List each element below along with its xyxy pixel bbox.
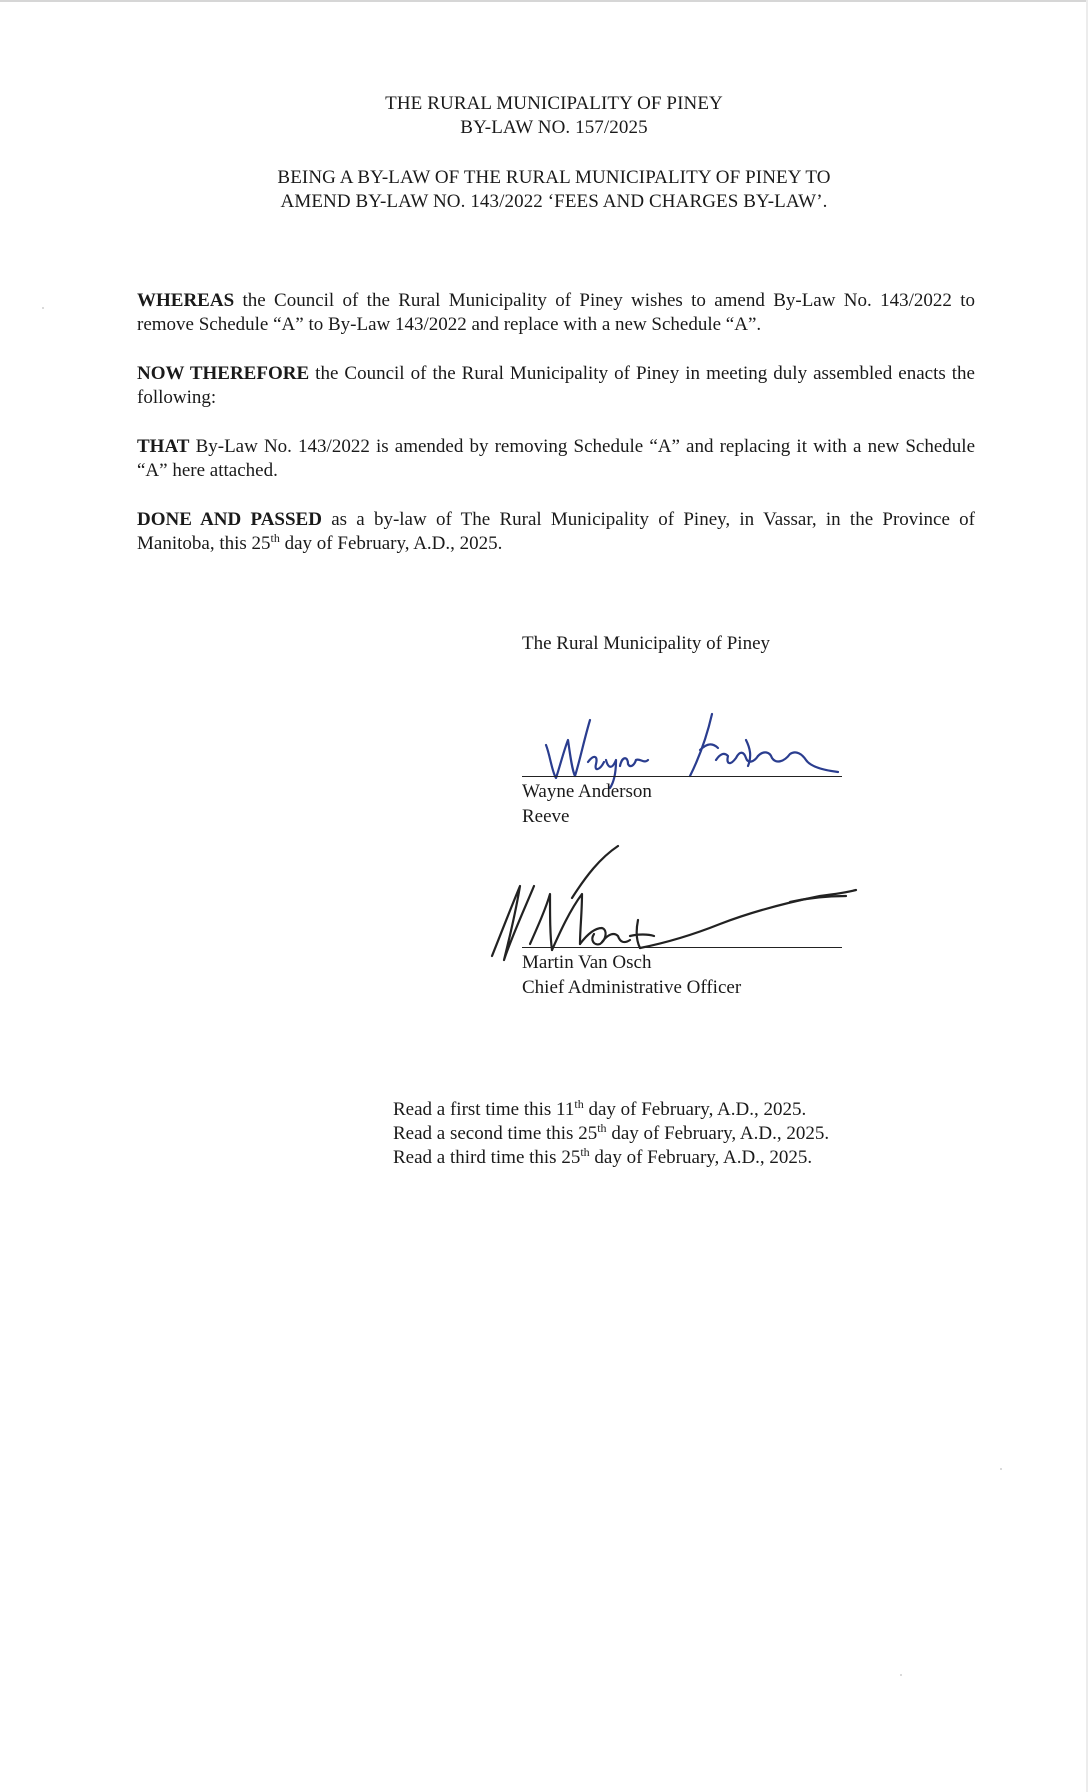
whereas-clause (137, 289, 975, 337)
done-and-passed-text: as a by-law of The Rural Municipality of Piney, in Vassar, in the Province of Manitoba, this 25 (137, 509, 975, 554)
now-therefore-lead: NOW THEREFORE (137, 363, 310, 384)
reeve-signature-line (522, 776, 842, 777)
readings-block (393, 1098, 829, 1170)
that-text: By-Law No. 143/2022 is amended by removing Schedule “A” and replacing it with a new Schedule “A” here attached. (137, 436, 975, 481)
now-therefore-text: the Council of the Rural Municipality of Piney in meeting duly assembled enacts the following: (137, 363, 975, 408)
done-and-passed-lead: DONE AND PASSED (137, 509, 322, 530)
cao-title: Chief Administrative Officer (522, 977, 742, 998)
cao-signature-line (522, 947, 842, 948)
third-reading-text: Read a third time this 25 (393, 1147, 581, 1168)
second-reading-text: Read a second time this 25 (393, 1123, 598, 1144)
done-and-passed-clause (137, 508, 975, 556)
third-reading (393, 1146, 829, 1170)
bylaw-purpose-line-1: BEING A BY-LAW OF THE RURAL MUNICIPALITY OF PINEY TO (277, 167, 831, 188)
now-therefore-clause (137, 362, 975, 410)
signatory-organization: The Rural Municipality of Piney (522, 633, 771, 654)
first-reading-ordinal: th (574, 1097, 584, 1111)
document-header (0, 92, 1088, 214)
scan-speck (1000, 1468, 1002, 1470)
bylaw-purpose-line-2: AMEND BY-LAW NO. 143/2022 ‘FEES AND CHARGES BY-LAW’. (280, 191, 828, 212)
reeve-title: Reeve (522, 806, 570, 827)
bylaw-number: BY-LAW NO. 157/2025 (460, 117, 648, 138)
done-and-passed-ordinal: th (270, 531, 280, 545)
second-reading-ordinal: th (597, 1121, 607, 1135)
second-reading-date: day of February, A.D., 2025. (606, 1123, 830, 1144)
scan-speck (900, 1674, 902, 1676)
header-spacer (0, 140, 1088, 166)
whereas-lead: WHEREAS (137, 290, 235, 311)
cao-name: Martin Van Osch (522, 952, 652, 973)
municipality-title: THE RURAL MUNICIPALITY OF PINEY (385, 93, 723, 114)
second-reading (393, 1122, 829, 1146)
that-clause (137, 435, 975, 483)
first-reading (393, 1098, 829, 1122)
done-and-passed-date: day of February, A.D., 2025. (279, 533, 503, 554)
that-lead: THAT (137, 436, 190, 457)
third-reading-date: day of February, A.D., 2025. (589, 1147, 813, 1168)
third-reading-ordinal: th (580, 1145, 590, 1159)
scan-edge-top (0, 0, 1088, 2)
scan-speck (42, 307, 44, 309)
first-reading-date: day of February, A.D., 2025. (583, 1099, 807, 1120)
first-reading-text: Read a first time this 11 (393, 1099, 575, 1120)
reeve-name: Wayne Anderson (522, 781, 652, 802)
whereas-text: the Council of the Rural Municipality of Piney wishes to amend By-Law No. 143/2022 to remove Schedule “A” to By-Law 143/2022 and replace with a new Schedule “A”. (137, 290, 975, 335)
